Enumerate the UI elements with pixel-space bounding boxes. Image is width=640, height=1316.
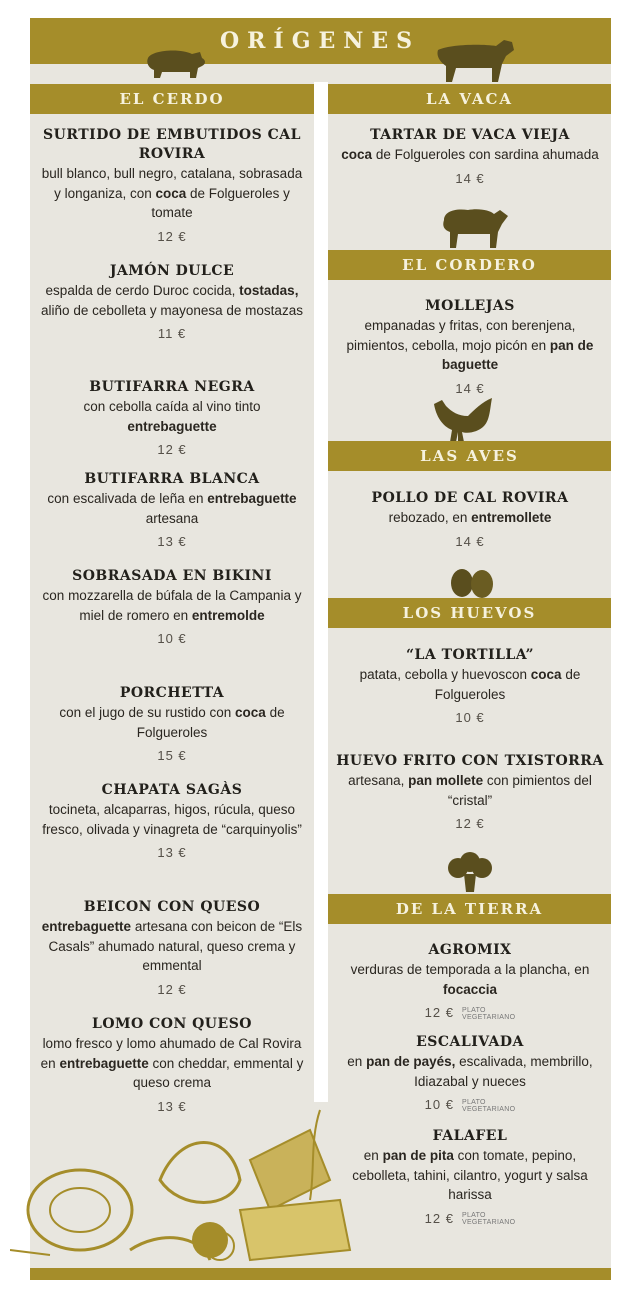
cow-icon	[432, 34, 518, 86]
vegetarian-badge	[462, 1212, 515, 1226]
item-name: SOBRASADA EN BIKINI	[72, 568, 272, 584]
item-description	[334, 1052, 606, 1091]
broccoli-icon	[444, 852, 496, 896]
menu-item	[38, 262, 306, 343]
pig-icon	[140, 44, 210, 84]
description-bread: coca	[235, 705, 266, 720]
description-text: con el jugo de su rustido con	[59, 705, 236, 720]
price-value: 13 €	[157, 845, 187, 860]
description-text: verduras de temporada a la plancha, en	[350, 962, 590, 977]
menu-item	[38, 567, 306, 648]
sheep-icon	[438, 202, 510, 252]
item-description	[334, 1146, 606, 1205]
price-value: 12 €	[455, 816, 485, 831]
veg-label: VEGETARIANO	[461, 1105, 516, 1113]
menu-title: ORÍGENES	[219, 28, 421, 54]
veg-label: PLATO	[461, 1006, 486, 1014]
price-value: 12 €	[424, 1005, 454, 1020]
description-text: con cheddar, emmental y queso crema	[132, 1055, 304, 1090]
description-text: tocineta, alcaparras, higos, rúcula, queso fresco, olivada y vinagreta de “carquinyolis”	[42, 802, 302, 837]
item-description	[38, 917, 306, 976]
section-header-cerdo: EL CERDO	[30, 84, 314, 114]
description-text: de Folgueroles	[434, 667, 581, 702]
price-value: 12 €	[424, 1210, 454, 1226]
price-value: 10 €	[424, 1097, 454, 1112]
item-price	[334, 1096, 606, 1114]
item-price	[38, 981, 306, 999]
food-illustration	[10, 1100, 370, 1270]
price-value: 13 €	[157, 1098, 187, 1114]
item-price	[38, 844, 306, 862]
description-bread: entrebaguette	[41, 919, 132, 934]
item-name: AGROMIX	[428, 942, 512, 958]
item-description	[38, 397, 306, 436]
eggs-icon	[446, 566, 498, 600]
item-name: PORCHETTA	[119, 685, 225, 701]
price-value: 10 €	[157, 631, 187, 646]
description-text: artesana,	[348, 773, 409, 788]
description-bread: pan de payés,	[366, 1054, 456, 1069]
item-price	[334, 170, 606, 188]
description-text: de Folgueroles	[136, 705, 285, 740]
description-text: con pimientos del “cristal”	[447, 773, 592, 808]
item-description	[38, 703, 306, 742]
description-text: escalivada, membrillo, Idiazabal y nueces	[414, 1054, 593, 1089]
description-text: lomo fresco y lomo ahumado de Cal Rovira en	[40, 1036, 302, 1071]
item-description	[38, 281, 306, 320]
item-name: BEICON CON QUESO	[83, 899, 261, 915]
item-price	[38, 533, 306, 551]
item-price	[334, 1004, 606, 1022]
description-bread: entremollete	[471, 510, 552, 525]
item-name: LOMO CON QUESO	[92, 1016, 252, 1032]
item-price	[334, 533, 606, 551]
menu-item	[334, 646, 606, 727]
description-text: artesana	[145, 510, 199, 526]
description-bread: coca	[155, 185, 187, 201]
item-description	[334, 960, 606, 999]
description-bread: entrebaguette	[207, 491, 297, 506]
description-text: con cebolla caída al vino tinto	[83, 399, 261, 414]
item-name: ESCALIVADA	[416, 1034, 524, 1050]
description-bread: entrebaguette	[127, 418, 217, 434]
section-header-tierra: DE LA TIERRA	[328, 894, 611, 924]
item-description	[38, 1034, 306, 1093]
description-bread: pan mollete	[408, 773, 484, 788]
item-description	[334, 771, 606, 810]
column-divider	[314, 82, 328, 1102]
item-price	[38, 325, 306, 343]
description-bread: pan de pita	[382, 1148, 454, 1163]
item-price	[38, 228, 306, 246]
item-price	[334, 815, 606, 833]
price-value: 10 €	[455, 710, 485, 725]
description-bread: pan de baguette	[441, 337, 594, 372]
rooster-icon	[428, 392, 500, 446]
description-text: de Folgueroles y tomate	[151, 185, 290, 220]
description-text: bull blanco, bull negro, catalana, sobrasada y longaniza, con	[41, 166, 303, 201]
description-bread: entremolde	[191, 607, 265, 623]
price-value: 12 €	[157, 981, 187, 997]
price-value: 12 €	[157, 228, 187, 244]
item-name: MOLLEJAS	[425, 298, 515, 314]
menu-item	[334, 297, 606, 398]
price-value: 12 €	[157, 442, 187, 457]
item-name: TARTAR DE VACA VIEJA	[370, 127, 570, 143]
item-description	[334, 316, 606, 375]
item-name: FALAFEL	[432, 1128, 508, 1144]
menu-item	[334, 489, 606, 551]
price-value: 15 €	[157, 748, 187, 763]
description-text: con escalivada de leña en	[47, 491, 208, 506]
description-bread: coca	[530, 667, 562, 682]
price-value: 11 €	[157, 326, 187, 341]
description-bread: coca	[341, 147, 373, 162]
price-value: 14 €	[455, 533, 485, 549]
vegetarian-badge	[462, 1007, 515, 1021]
description-text: de Folgueroles con sardina ahumada	[372, 147, 599, 162]
description-text: empanadas y fritas, con berenjena, pimientos, cebolla, mojo picón en	[346, 318, 576, 353]
item-description	[38, 164, 306, 223]
menu-item	[334, 126, 606, 188]
menu-item	[334, 1127, 606, 1228]
veg-label: PLATO	[461, 1212, 486, 1220]
price-value: 14 €	[455, 170, 485, 186]
description-text: espalda de cerdo Duroc cocida,	[45, 283, 240, 298]
menu-item	[334, 1033, 606, 1114]
veg-label: PLATO	[461, 1098, 486, 1106]
item-price	[334, 1210, 606, 1228]
section-header-huevos: LOS HUEVOS	[328, 598, 611, 628]
description-text: en	[363, 1148, 383, 1163]
description-text: artesana con beicon de “Els Casals” ahumado natural, queso crema y emmental	[48, 919, 303, 973]
item-price	[38, 747, 306, 765]
item-name: BUTIFARRA BLANCA	[84, 471, 260, 487]
title-band-rule	[30, 64, 611, 67]
description-text: con mozzarella de búfala de la Campania y miel de romero en	[42, 588, 302, 623]
item-price	[38, 630, 306, 648]
menu-item	[38, 126, 306, 246]
menu-item	[334, 941, 606, 1022]
veg-label: VEGETARIANO	[461, 1013, 516, 1021]
description-bread: entrebaguette	[59, 1055, 149, 1071]
item-description	[334, 665, 606, 704]
menu-item	[38, 898, 306, 999]
item-name: JAMÓN DULCE	[109, 263, 235, 279]
item-price	[38, 441, 306, 459]
item-name: HUEVO FRITO CON TXISTORRA	[336, 753, 604, 769]
menu-item	[38, 470, 306, 551]
item-description	[38, 586, 306, 625]
menu-item	[334, 752, 606, 833]
item-description	[38, 489, 306, 528]
description-text: en	[347, 1054, 367, 1069]
item-name: POLLO DE CAL ROVIRA	[371, 490, 569, 506]
section-header-cordero: EL CORDERO	[328, 250, 611, 280]
item-description	[334, 145, 606, 165]
item-description	[334, 508, 606, 528]
item-price	[334, 709, 606, 727]
menu-item	[38, 378, 306, 459]
menu-item	[38, 684, 306, 765]
bottom-band	[30, 1268, 611, 1280]
vegetarian-badge	[462, 1099, 515, 1113]
price-value: 14 €	[455, 380, 485, 396]
section-header-aves: LAS AVES	[328, 441, 611, 471]
description-text: rebozado, en	[388, 510, 472, 525]
description-text: aliño de cebolleta y mayonesa de mostazas	[41, 302, 303, 318]
item-name: SURTIDO DE EMBUTIDOS CAL ROVIRA	[43, 127, 301, 162]
description-text: patata, cebolla y huevoscon	[359, 667, 531, 682]
price-value: 13 €	[157, 534, 187, 549]
menu-item	[38, 781, 306, 862]
item-description	[38, 800, 306, 839]
item-name: CHAPATA SAGÀS	[101, 782, 243, 798]
item-name: BUTIFARRA NEGRA	[89, 379, 255, 395]
veg-label: VEGETARIANO	[461, 1219, 516, 1227]
item-name: “LA TORTILLA”	[405, 647, 535, 663]
description-text: con tomate, pepino, cebolleta, tahini, cilantro, yogurt y salsa harissa	[352, 1148, 588, 1202]
description-bread: tostadas,	[239, 283, 299, 298]
description-bread: focaccia	[442, 981, 498, 997]
section-header-vaca: LA VACA	[328, 84, 611, 114]
